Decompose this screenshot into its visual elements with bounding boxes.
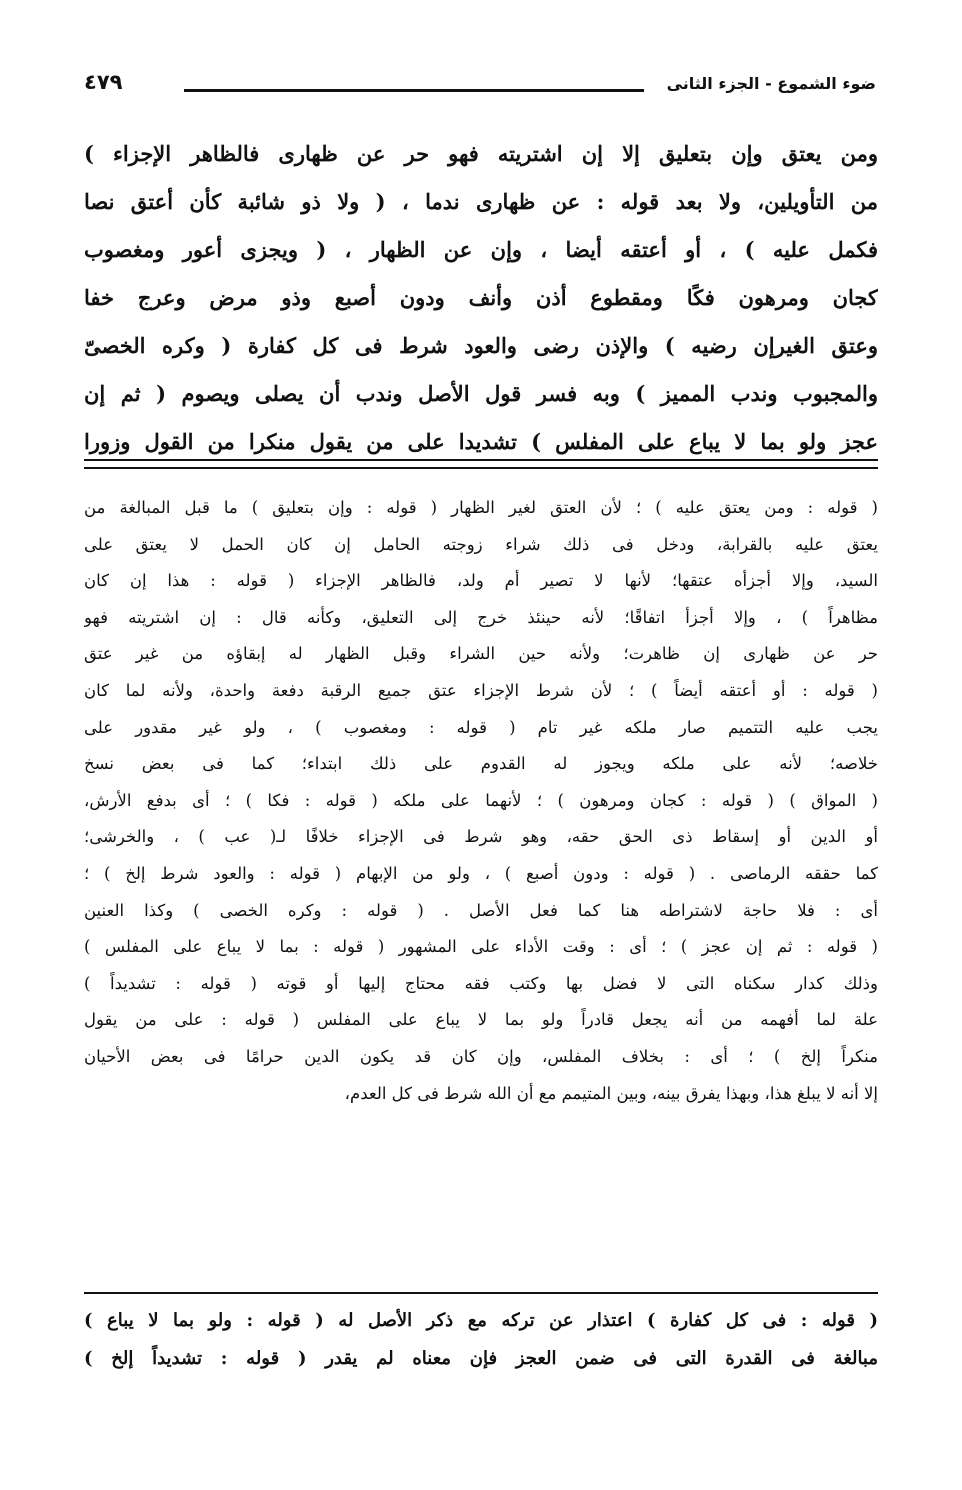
commentary-line: السيد، وإلا أجزأه عتقها؛ لأنها لا تصير أم ولد، فالظاهر الإجزاء ( قوله : هذا إن كان bbox=[84, 571, 878, 591]
main-text-line: من التأويلين، ولا بعد قوله : عن ظهارى ندما ، ( ولا ذو شائبة كأن أعتق نصا bbox=[84, 189, 878, 214]
main-text-line: والمجبوب وندب المميز ) وبه فسر قول الأصل وندب أن يصلى ويصوم ( ثم إن bbox=[84, 381, 878, 406]
main-text-line: ومن يعتق وإن بتعليق إلا إن اشتريته فهو حر عن ظهارى فالظاهر الإجزاء ) bbox=[84, 141, 878, 166]
main-text-line: فكمل عليه ) ، أو أعتقه أيضا ، وإن عن الظهار ، ( ويجزى أعور ومغصوب bbox=[84, 237, 878, 262]
running-header bbox=[84, 72, 876, 106]
main-text-line: وعتق الغيرإن رضيه ) والإذن رضى والعود شرط فى كل كفارة ( وكره الخصىّ bbox=[84, 333, 878, 358]
commentary-line: أى : فلا حاجة لاشتراطه هنا كما فعل الأصل . ( قوله : وكره الخصى ) وكذا العنين bbox=[84, 900, 878, 920]
commentary-line: أو الدين أو إسقاط ذى الحق حقه، وهو شرط فى الإجزاء خلافًا لـ( عب ) ، والخرشى؛ bbox=[84, 827, 878, 847]
page-number: ٤٧٩ bbox=[84, 70, 123, 94]
commentary-line: علة لما أفهمه من أنه يجعل قادراً ولو بما لا يباع على المفلس ( قوله : على من يقول bbox=[84, 1010, 878, 1030]
commentary-line: ( المواق ) ( قوله : كجان ومرهون ) ؛ لأنهما على ملكه ( قوله : فكا ) ؛ أى بدفع الأرش، bbox=[84, 790, 878, 810]
main-text-block bbox=[84, 130, 878, 466]
header-rule bbox=[184, 89, 644, 92]
footnote-separator-rule bbox=[84, 1292, 878, 1294]
footnote-block bbox=[84, 1302, 878, 1378]
commentary-line: ( قوله : أو أعتقه أيضاً ) ؛ لأن شرط الإجزاء عتق جميع الرقبة دفعة واحدة، ولأنه لما كان bbox=[84, 680, 878, 700]
running-title: ضوء الشموع - الجزء الثانى bbox=[666, 74, 876, 93]
commentary-line: ( قوله : ومن يعتق عليه ) ؛ لأن العتق لغير الظهار ( قوله : وإن بتعليق ) ما قبل المبالغة من bbox=[84, 498, 878, 517]
commentary-line: حر عن ظهارى إن ظاهرت؛ ولأنه حين الشراء وقبل الظهار له إبقاؤه من غير عتق bbox=[84, 644, 878, 664]
commentary-line: كما حققه الرماصى . ( قوله : ودون أصبع ) ، ولو من الإبهام ( قوله : والعود شرط إلخ ) ؛ bbox=[84, 863, 878, 883]
commentary-line: وذلك كدار سكناه التى لا فضل بها وكتب فقه محتاج إليها أو قوته ( قوله : تشديداً ) bbox=[84, 973, 878, 993]
main-text-line: كجان ومرهون فكًا ومقطوع أذن وأنف ودون أصبع وذو مرض وعرج خفا bbox=[84, 285, 878, 310]
main-text-line: عجز ولو بما لا يباع على المفلس ) تشديدا على من يقول منكرا من القول وزورا bbox=[84, 429, 878, 454]
footnote-line: مبالغة فى القدرة التى فى ضمن العجز فإن معناه لم يقدر ( قوله : تشديداً إلخ ) bbox=[84, 1348, 878, 1369]
commentary-block bbox=[84, 490, 878, 1112]
commentary-line: منكراً إلخ ) ؛ أى : بخلاف المفلس، وإن كان قد يكون الدين حرامًا فى بعض الأحيان bbox=[84, 1046, 878, 1066]
commentary-line: مظاهراً ) ، وإلا أجزأ اتفاقًا؛ لأنه حينئذ خرج إلى التعليق، وكأنه قال : إن اشتريته فهو bbox=[84, 607, 878, 627]
commentary-line: يعتق عليه بالقرابة، ودخل فى ذلك شراء زوجته الحامل إن كان الحمل لا يعتق على bbox=[84, 534, 878, 554]
commentary-line: خلاصه؛ لأنه على ملكه ويجوز له القدوم على ذلك ابتداء؛ كما فى بعض نسخ bbox=[84, 754, 878, 774]
footnote-line: ( قوله : فى كل كفارة ) اعتذار عن تركه مع ذكر الأصل له ( قوله : ولو بما لا يباع ) bbox=[84, 1310, 878, 1331]
commentary-line: ( قوله : ثم إن عجز ) ؛ أى : وقت الأداء على المشهور ( قوله : بما لا يباع على المفلس ) bbox=[84, 937, 878, 957]
text-separator-double-rule bbox=[84, 459, 878, 469]
commentary-line: يجب عليه التتميم صار ملكه غير تام ( قوله : ومغصوب ) ، ولو غير مقدور على bbox=[84, 717, 878, 737]
commentary-line: إلا أنه لا يبلغ هذا، وبهذا يفرق بينه، وبين المتيمم مع أن الله شرط فى كل العدم، bbox=[344, 1083, 878, 1103]
